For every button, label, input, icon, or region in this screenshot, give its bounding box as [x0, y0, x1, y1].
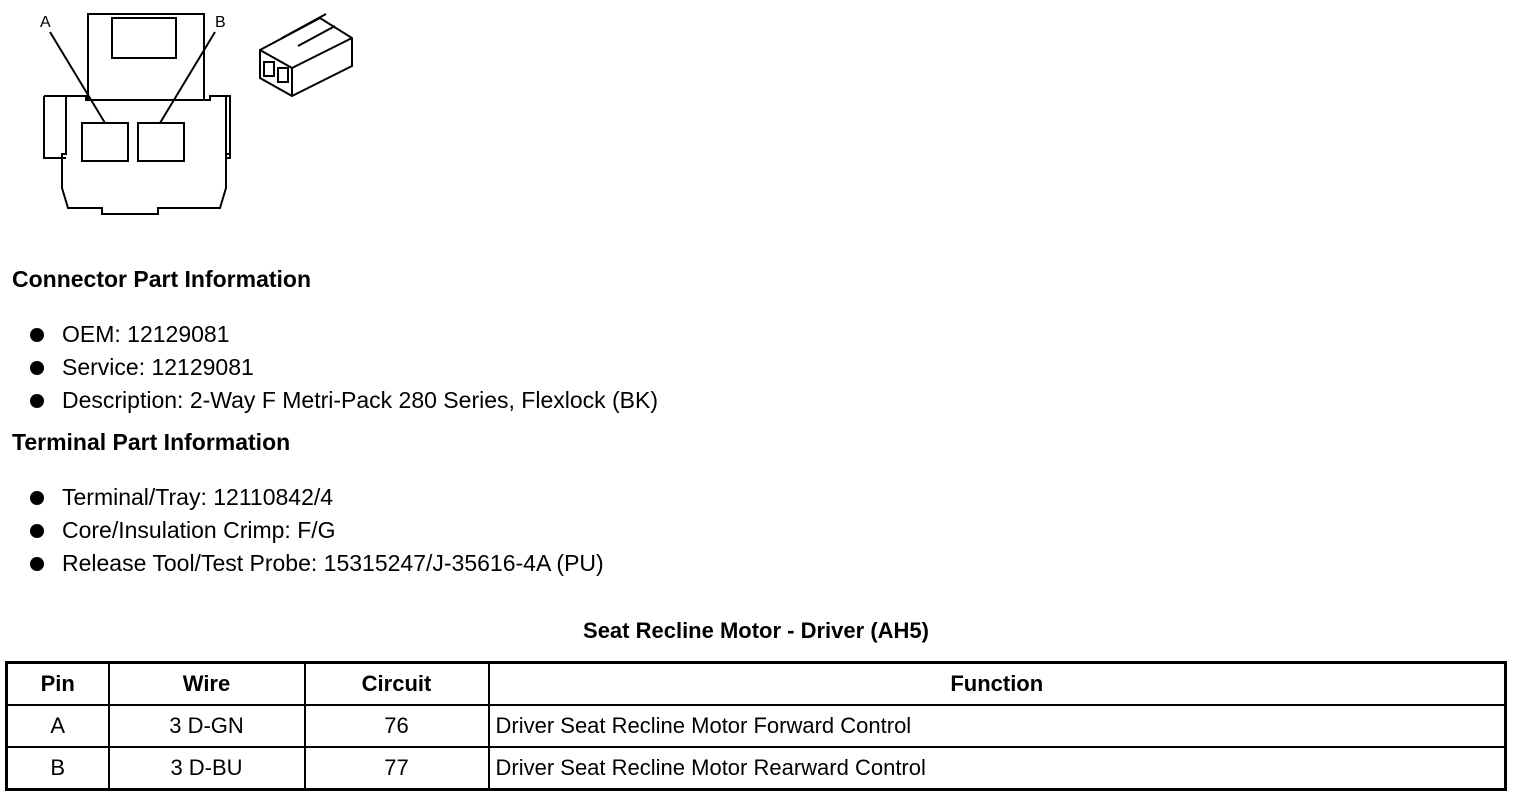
list-item: Core/Insulation Crimp: F/G [0, 514, 604, 547]
bullet-icon [30, 491, 44, 505]
pin-label-a: A [40, 14, 51, 31]
header-circuit: Circuit [305, 663, 489, 706]
cell-pin: B [7, 747, 109, 790]
header-wire: Wire [109, 663, 305, 706]
table-row [7, 705, 1506, 747]
bullet-icon [30, 361, 44, 375]
list-item: Release Tool/Test Probe: 15315247/J-35616-4A (PU) [0, 547, 604, 580]
pin-label-b: B [215, 14, 226, 31]
header-pin: Pin [7, 663, 109, 706]
list-item: Service: 12129081 [0, 351, 658, 384]
cell-function: Driver Seat Recline Motor Rearward Control [489, 747, 1506, 790]
cavity-a [82, 123, 128, 161]
bullet-icon [30, 394, 44, 408]
table-row [7, 747, 1506, 790]
list-item: Description: 2-Way F Metri-Pack 280 Series, Flexlock (BK) [0, 384, 658, 417]
cavity-b [138, 123, 184, 161]
connector-iso-view [260, 14, 352, 96]
terminal-section-title: Terminal Part Information [12, 429, 291, 455]
pin-table [5, 661, 1507, 791]
connector-section-title: Connector Part Information [12, 266, 312, 292]
header-function: Function [489, 663, 1506, 706]
bullet-icon [30, 557, 44, 571]
connector-diagram [30, 8, 370, 218]
cell-wire: 3 D-GN [109, 705, 305, 747]
cell-wire: 3 D-BU [109, 747, 305, 790]
terminal-info-list [0, 481, 604, 580]
cell-pin: A [7, 705, 109, 747]
pin-table-title: Seat Recline Motor - Driver (AH5) [583, 618, 929, 643]
bullet-icon [30, 328, 44, 342]
connector-info-list [0, 318, 658, 417]
list-item: Terminal/Tray: 12110842/4 [0, 481, 604, 514]
cell-function: Driver Seat Recline Motor Forward Control [489, 705, 1506, 747]
bullet-icon [30, 524, 44, 538]
table-header-row [7, 663, 1506, 706]
list-item: OEM: 12129081 [0, 318, 658, 351]
cell-circuit: 76 [305, 705, 489, 747]
cell-circuit: 77 [305, 747, 489, 790]
